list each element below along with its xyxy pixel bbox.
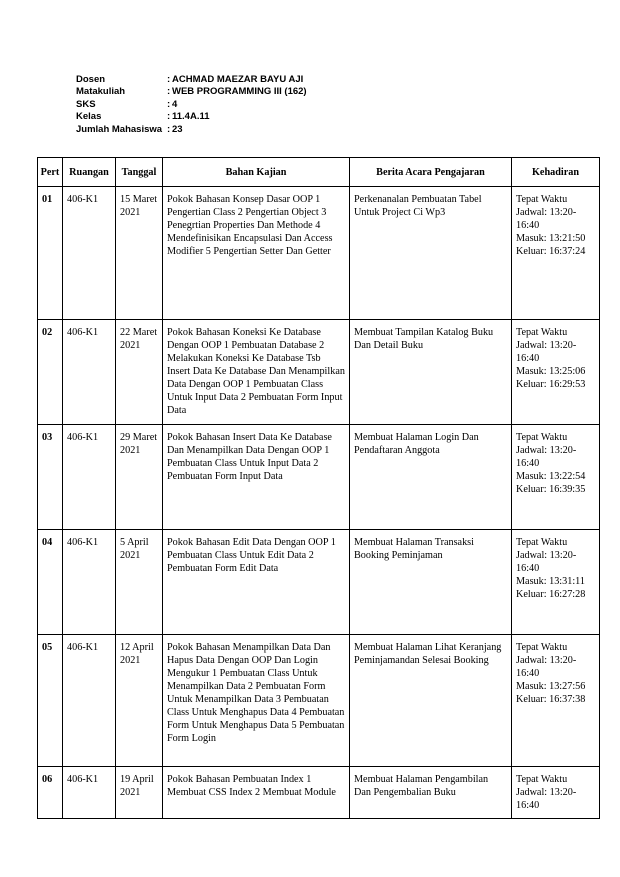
- cell-pert: 05: [38, 635, 63, 767]
- attendance-status: Tepat Waktu: [516, 774, 568, 785]
- attendance-status: Tepat Waktu: [516, 642, 568, 653]
- attendance-in: Masuk: 13:22:54: [516, 471, 586, 482]
- cell-ruangan: 406-K1: [63, 187, 116, 320]
- cell-kehadiran: [512, 425, 600, 530]
- attendance-status: Tepat Waktu: [516, 537, 568, 548]
- info-row-kelas: Kelas : 11.4A.11: [76, 111, 210, 123]
- table-row: [38, 530, 600, 635]
- attendance-out: Keluar: 16:37:24: [516, 246, 586, 257]
- column-header-bahan-kajian: Bahan Kajian: [163, 158, 350, 187]
- cell-berita-acara: Membuat Halaman Login Dan Pendaftaran Anggota: [350, 425, 512, 530]
- cell-tanggal: 22 Maret 2021: [116, 320, 163, 425]
- attendance-schedule: Jadwal: 13:20-16:40: [516, 550, 577, 574]
- cell-berita-acara: Membuat Halaman Pengambilan Dan Pengembalian Buku: [350, 767, 512, 819]
- cell-bahan-kajian: Pokok Bahasan Edit Data Dengan OOP 1 Pembuatan Class Untuk Edit Data 2 Pembuatan Form Edit Data: [163, 530, 350, 635]
- attendance-schedule: Jadwal: 13:20-16:40: [516, 207, 577, 231]
- cell-bahan-kajian: Pokok Bahasan Pembuatan Index 1 Membuat CSS Index 2 Membuat Module: [163, 767, 350, 819]
- info-row-sks: SKS : 4: [76, 98, 178, 110]
- attendance-status: Tepat Waktu: [516, 194, 568, 205]
- info-value: 4: [172, 98, 178, 110]
- attendance-out: Keluar: 16:27:28: [516, 589, 586, 600]
- attendance-status: Tepat Waktu: [516, 327, 568, 338]
- info-label: Dosen: [76, 74, 106, 85]
- attendance-out: Keluar: 16:37:38: [516, 694, 586, 705]
- column-header-tanggal: Tanggal: [116, 158, 163, 187]
- cell-kehadiran: [512, 187, 600, 320]
- table-header-row: [38, 158, 600, 187]
- cell-kehadiran: [512, 767, 600, 819]
- cell-kehadiran: [512, 320, 600, 425]
- cell-pert: 02: [38, 320, 63, 425]
- info-row-jumlah-mahasiswa: Jumlah Mahasiswa : 23: [76, 123, 183, 135]
- info-label: Jumlah Mahasiswa: [76, 123, 163, 135]
- course-info: [76, 74, 307, 136]
- info-row-matakuliah: Matakuliah : WEB PROGRAMMING III (162): [76, 86, 307, 98]
- info-label: SKS: [76, 98, 96, 110]
- cell-pert: 04: [38, 530, 63, 635]
- cell-tanggal: 19 April 2021: [116, 767, 163, 819]
- cell-kehadiran: [512, 635, 600, 767]
- info-value: 11.4A.11: [172, 111, 210, 123]
- attendance-out: Keluar: 16:39:35: [516, 484, 586, 495]
- cell-pert: 01: [38, 187, 63, 320]
- info-row-dosen: Dosen : ACHMAD MAEZAR BAYU AJI: [76, 74, 304, 85]
- cell-bahan-kajian: Pokok Bahasan Konsep Dasar OOP 1 Pengertian Class 2 Pengertian Object 3 Penegrtian Properties Dan Methode 4 Mendefinisikan Encapsulasi Dan Access Modifier 5 Pengertian Setter Dan Getter: [163, 187, 350, 320]
- info-value: 23: [172, 123, 183, 135]
- column-header-kehadiran: Kehadiran: [512, 158, 600, 187]
- cell-ruangan: 406-K1: [63, 530, 116, 635]
- cell-berita-acara: Membuat Tampilan Katalog Buku Dan Detail Buku: [350, 320, 512, 425]
- attendance-schedule: Jadwal: 13:20-16:40: [516, 445, 577, 469]
- cell-bahan-kajian: Pokok Bahasan Insert Data Ke Database Dan Menampilkan Data Dengan OOP 1 Pembuatan Class Untuk Input Data 2 Pembuatan Form Input Data: [163, 425, 350, 530]
- teaching-record-table: [37, 157, 600, 819]
- cell-bahan-kajian: Pokok Bahasan Koneksi Ke Database Dengan OOP 1 Pembuatan Database 2 Melakukan Koneksi Ke Database Tsb Insert Data Ke Database Dan Menampilkan Data Dengan OOP 1 Pembuatan Class Untuk Input Data 2 Pembuatan Form Input Data: [163, 320, 350, 425]
- info-value: WEB PROGRAMMING III (162): [172, 86, 307, 98]
- column-header-berita-acara: Berita Acara Pengajaran: [350, 158, 512, 187]
- table-row: [38, 767, 600, 819]
- cell-ruangan: 406-K1: [63, 320, 116, 425]
- table-row: [38, 635, 600, 767]
- cell-berita-acara: Membuat Halaman Lihat Keranjang Peminjamandan Selesai Booking: [350, 635, 512, 767]
- column-header-pert: Pert: [38, 158, 63, 187]
- info-label: Kelas: [76, 111, 102, 123]
- cell-kehadiran: [512, 530, 600, 635]
- cell-tanggal: 29 Maret 2021: [116, 425, 163, 530]
- table-row: [38, 320, 600, 425]
- info-label: Matakuliah: [76, 86, 126, 98]
- table-row: [38, 425, 600, 530]
- cell-ruangan: 406-K1: [63, 767, 116, 819]
- column-header-ruangan: Ruangan: [63, 158, 116, 187]
- cell-berita-acara: Perkenanalan Pembuatan Tabel Untuk Project Ci Wp3: [350, 187, 512, 320]
- attendance-in: Masuk: 13:31:11: [516, 576, 585, 587]
- attendance-in: Masuk: 13:27:56: [516, 681, 586, 692]
- table-row: [38, 187, 600, 320]
- cell-bahan-kajian: Pokok Bahasan Menampilkan Data Dan Hapus Data Dengan OOP Dan Login Mengukur 1 Pembuatan Class Untuk Menampilkan Data 2 Pembuatan Form Untuk Menampilkan Data 3 Pembuatan Class Untuk Menghapus Data 4 Pembuatan Form Untuk Menghapus Data 5 Pembuatan Form Login: [163, 635, 350, 767]
- cell-tanggal: 15 Maret 2021: [116, 187, 163, 320]
- cell-tanggal: 12 April 2021: [116, 635, 163, 767]
- cell-pert: 06: [38, 767, 63, 819]
- attendance-schedule: Jadwal: 13:20-16:40: [516, 340, 577, 364]
- attendance-in: Masuk: 13:25:06: [516, 366, 586, 377]
- attendance-schedule: Jadwal: 13:20-16:40: [516, 787, 577, 811]
- attendance-schedule: Jadwal: 13:20-16:40: [516, 655, 577, 679]
- cell-pert: 03: [38, 425, 63, 530]
- info-value: ACHMAD MAEZAR BAYU AJI: [172, 74, 304, 85]
- attendance-in: Masuk: 13:21:50: [516, 233, 586, 244]
- cell-berita-acara: Membuat Halaman Transaksi Booking Peminjaman: [350, 530, 512, 635]
- cell-ruangan: 406-K1: [63, 425, 116, 530]
- cell-ruangan: 406-K1: [63, 635, 116, 767]
- attendance-status: Tepat Waktu: [516, 432, 568, 443]
- attendance-out: Keluar: 16:29:53: [516, 379, 586, 390]
- cell-tanggal: 5 April 2021: [116, 530, 163, 635]
